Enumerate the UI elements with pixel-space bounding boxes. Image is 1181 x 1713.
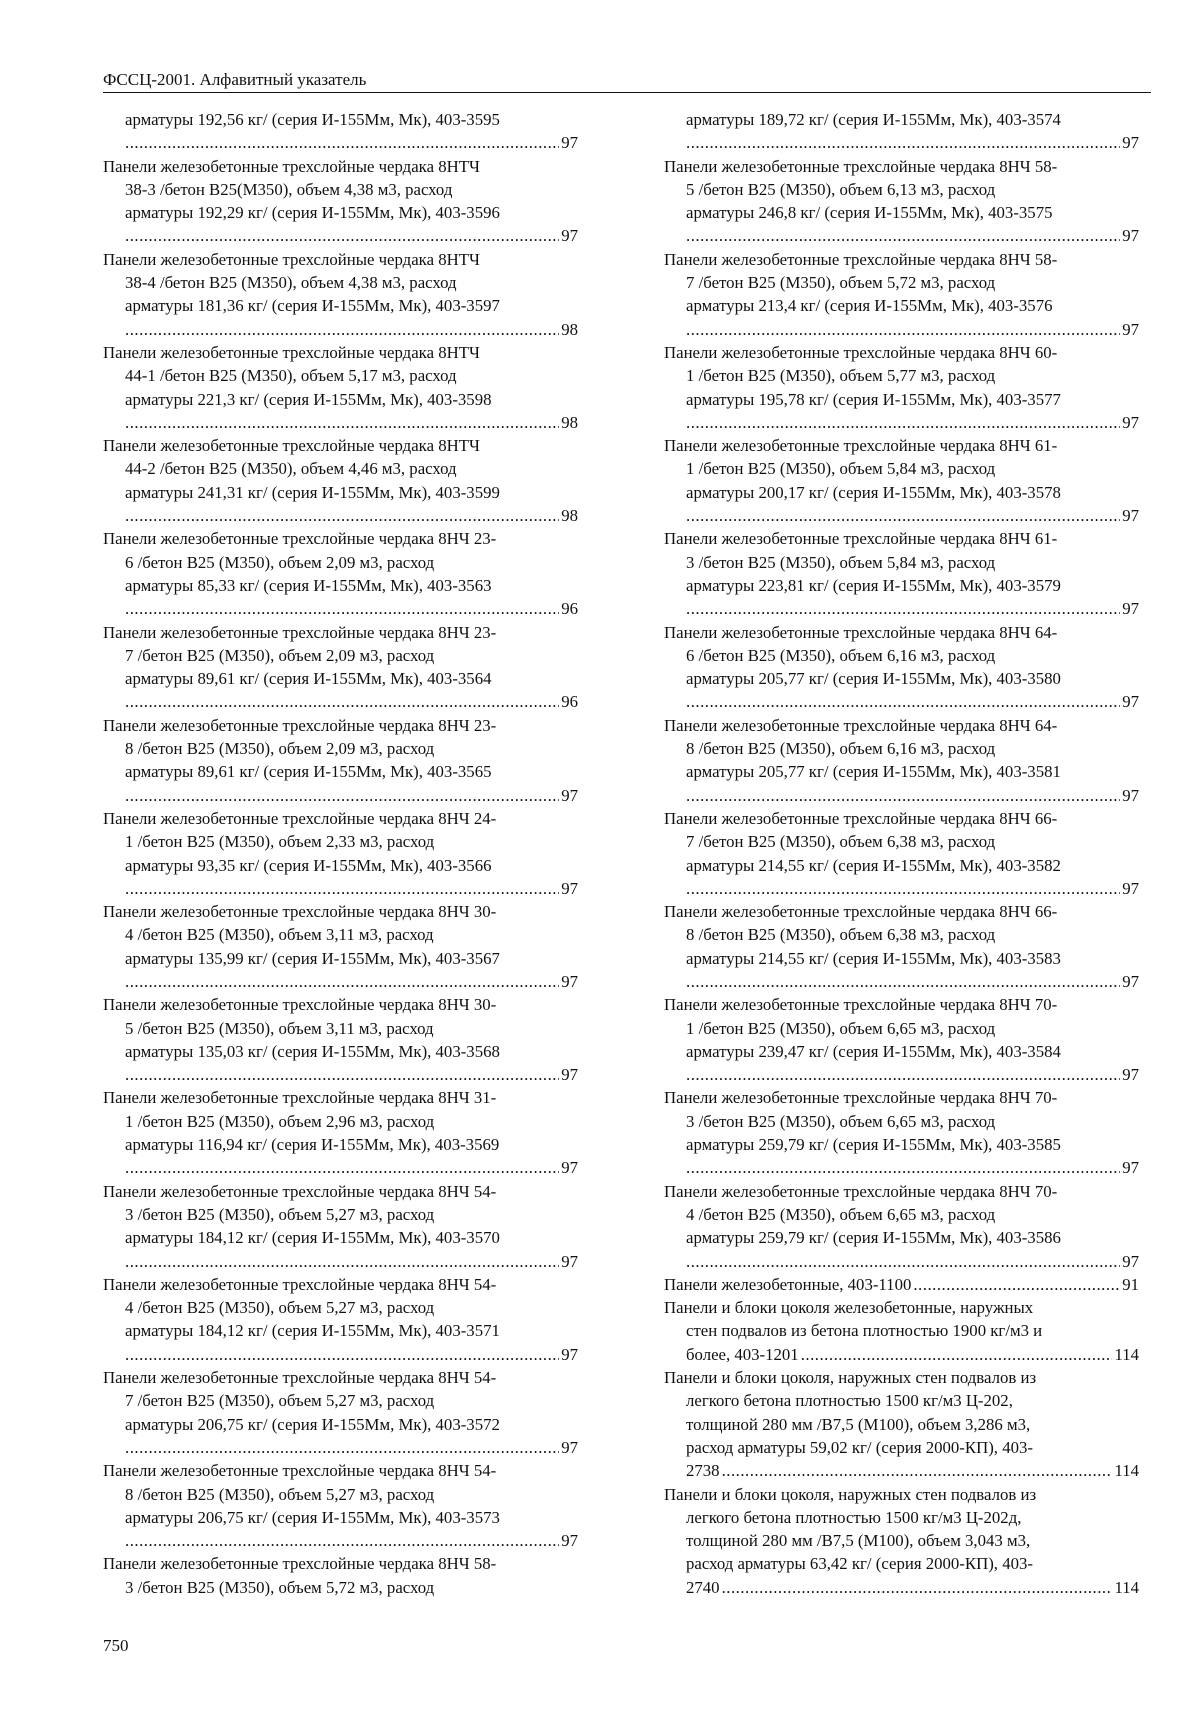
entry-text: арматуры 195,78 кг/ (серия И-155Мм, Мк), 403-3577	[686, 389, 1061, 409]
page-ref: 114	[1114, 1461, 1139, 1481]
leader-dots	[125, 1436, 559, 1459]
page-ref: 97	[1122, 133, 1139, 153]
entry-text: 1 /бетон В25 (М350), объем 2,33 м3, расход	[125, 832, 435, 852]
leader-line	[103, 224, 578, 247]
page-number: 750	[103, 1636, 129, 1655]
leader-dots	[125, 970, 559, 993]
entry-text: 44-1 /бетон В25 (М350), объем 5,17 м3, расход	[125, 366, 457, 386]
entry-text: 38-3 /бетон В25(М350), объем 4,38 м3, расход	[125, 179, 453, 199]
index-entry	[103, 714, 578, 807]
index-entry	[103, 993, 578, 1086]
page-ref: 97	[1122, 226, 1139, 246]
entry-text: Панели железобетонные трехслойные чердака 8НЧ 66-	[664, 808, 1058, 828]
page-ref: 97	[1122, 692, 1139, 712]
entry-text: 4 /бетон В25 (М350), объем 6,65 м3, расход	[686, 1204, 996, 1224]
leader-line	[664, 1250, 1139, 1273]
entry-text: 1 /бетон В25 (М350), объем 5,77 м3, расход	[686, 366, 996, 386]
leader-line	[103, 1343, 578, 1366]
entry-text: толщиной 280 мм /В7,5 (М100), объем 3,043 м3,	[686, 1531, 1031, 1551]
leader-dots	[801, 1343, 1113, 1366]
entry-text: Панели железобетонные трехслойные чердака 8НЧ 24-	[103, 808, 497, 828]
entry-text: арматуры 189,72 кг/ (серия И-155Мм, Мк), 403-3574	[686, 110, 1061, 129]
entry-text: арматуры 246,8 кг/ (серия И-155Мм, Мк), 403-3575	[686, 203, 1053, 223]
leader-dots	[686, 411, 1120, 434]
entry-text: арматуры 85,33 кг/ (серия И-155Мм, Мк), 403-3563	[125, 575, 492, 595]
leader-line	[664, 1156, 1139, 1179]
entry-text: арматуры 213,4 кг/ (серия И-155Мм, Мк), 403-3576	[686, 296, 1053, 316]
page-ref: 97	[561, 878, 578, 898]
page-ref: 114	[1114, 1577, 1139, 1597]
leader-dots	[686, 1250, 1120, 1273]
index-entry	[664, 341, 1139, 434]
page-ref: 97	[561, 1344, 578, 1364]
leader-line	[103, 970, 578, 993]
leader-dots	[125, 877, 559, 900]
index-entry	[664, 1086, 1139, 1179]
leader-dots	[686, 131, 1120, 154]
leader-dots	[125, 1529, 559, 1552]
index-entry	[103, 900, 578, 993]
leader-line	[103, 1250, 578, 1273]
entry-text: Панели железобетонные трехслойные чердака 8НЧ 23-	[103, 622, 497, 642]
entry-text: 8 /бетон В25 (М350), объем 6,16 м3, расход	[686, 739, 996, 759]
leader-dots	[686, 690, 1120, 713]
leader-line	[103, 690, 578, 713]
entry-text: Панели железобетонные трехслойные чердака 8НТЧ	[103, 249, 480, 269]
entry-line-with-page	[664, 1273, 1139, 1296]
entry-text: Панели железобетонные трехслойные чердака 8НЧ 54-	[103, 1181, 497, 1201]
entry-text: 3 /бетон В25 (М350), объем 5,27 м3, расход	[125, 1204, 435, 1224]
entry-text: Панели железобетонные трехслойные чердака 8НТЧ	[103, 436, 480, 456]
entry-text: Панели железобетонные трехслойные чердака 8НЧ 54-	[103, 1461, 497, 1481]
index-entry	[664, 1180, 1139, 1273]
index-entry	[103, 527, 578, 620]
entry-line-with-page	[664, 1343, 1139, 1366]
page-ref: 98	[561, 319, 578, 339]
leader-dots	[722, 1576, 1113, 1599]
page-ref: 97	[561, 971, 578, 991]
entry-text: стен подвалов из бетона плотностью 1900 кг/м3 и	[686, 1321, 1043, 1341]
page-ref: 97	[1122, 971, 1139, 991]
leader-dots	[686, 1063, 1120, 1086]
entry-text: 1 /бетон В25 (М350), объем 6,65 м3, расход	[686, 1018, 996, 1038]
entry-text: 1 /бетон В25 (М350), объем 2,96 м3, расход	[125, 1111, 435, 1131]
leader-line	[664, 131, 1139, 154]
index-entry	[664, 1296, 1139, 1366]
leader-line	[664, 318, 1139, 341]
entry-text: арматуры 192,29 кг/ (серия И-155Мм, Мк), 403-3596	[125, 203, 500, 223]
entry-text: Панели железобетонные трехслойные чердака 8НЧ 70-	[664, 1088, 1058, 1108]
entry-text: арматуры 135,03 кг/ (серия И-155Мм, Мк), 403-3568	[125, 1041, 500, 1061]
leader-line	[103, 131, 578, 154]
entry-text: арматуры 89,61 кг/ (серия И-155Мм, Мк), 403-3565	[125, 762, 492, 782]
page-ref: 97	[1122, 506, 1139, 526]
leader-line	[103, 877, 578, 900]
leader-line	[664, 224, 1139, 247]
page-ref: 96	[561, 599, 578, 619]
entry-text: арматуры 205,77 кг/ (серия И-155Мм, Мк), 403-3580	[686, 669, 1061, 689]
entry-text: арматуры 89,61 кг/ (серия И-155Мм, Мк), 403-3564	[125, 669, 492, 689]
leader-line	[664, 877, 1139, 900]
entry-text: 8 /бетон В25 (М350), объем 2,09 м3, расход	[125, 739, 435, 759]
page-ref: 97	[561, 1531, 578, 1551]
leader-dots	[686, 1156, 1120, 1179]
index-entry	[664, 714, 1139, 807]
entry-text: 5 /бетон В25 (М350), объем 3,11 м3, расход	[125, 1018, 434, 1038]
page-ref: 98	[561, 412, 578, 432]
entry-text: арматуры 241,31 кг/ (серия И-155Мм, Мк), 403-3599	[125, 482, 500, 502]
entry-text: арматуры 116,94 кг/ (серия И-155Мм, Мк), 403-3569	[125, 1135, 500, 1155]
page-ref: 97	[561, 1158, 578, 1178]
index-entry	[664, 807, 1139, 900]
page-ref: 97	[561, 226, 578, 246]
index-entry	[103, 248, 578, 341]
index-entry	[103, 1459, 578, 1552]
leader-dots	[686, 597, 1120, 620]
page-ref: 97	[1122, 319, 1139, 339]
page-ref: 97	[561, 785, 578, 805]
entry-text: Панели железобетонные трехслойные чердака 8НЧ 70-	[664, 1181, 1058, 1201]
entry-text: 2740	[686, 1577, 720, 1597]
leader-dots	[686, 970, 1120, 993]
entry-text: легкого бетона плотностью 1500 кг/м3 Ц-202,	[686, 1391, 1013, 1411]
entry-text: Панели железобетонные трехслойные чердака 8НЧ 70-	[664, 995, 1058, 1015]
leader-line	[103, 504, 578, 527]
entry-text: арматуры 214,55 кг/ (серия И-155Мм, Мк), 403-3582	[686, 855, 1061, 875]
entry-text: арматуры 200,17 кг/ (серия И-155Мм, Мк), 403-3578	[686, 482, 1061, 502]
index-entry	[664, 434, 1139, 527]
entry-text: 7 /бетон В25 (М350), объем 5,27 м3, расход	[125, 1391, 435, 1411]
entry-text: более, 403-1201	[686, 1344, 799, 1364]
entry-text: 3 /бетон В25 (М350), объем 5,72 м3, расход	[125, 1577, 435, 1597]
entry-text: Панели железобетонные, 403-1100	[664, 1274, 912, 1294]
index-entry	[103, 1273, 578, 1366]
leader-line	[664, 411, 1139, 434]
leader-dots	[125, 411, 559, 434]
page-ref: 97	[1122, 1158, 1139, 1178]
entry-text: 6 /бетон В25 (М350), объем 6,16 м3, расход	[686, 645, 996, 665]
index-entry	[664, 248, 1139, 341]
entry-text: Панели железобетонные трехслойные чердака 8НТЧ	[103, 156, 480, 176]
entry-text: Панели железобетонные трехслойные чердака 8НЧ 60-	[664, 342, 1058, 362]
entry-text: легкого бетона плотностью 1500 кг/м3 Ц-202д,	[686, 1507, 1022, 1527]
leader-dots	[722, 1459, 1113, 1482]
entry-text: арматуры 221,3 кг/ (серия И-155Мм, Мк), 403-3598	[125, 389, 492, 409]
entry-text: расход арматуры 59,02 кг/ (серия 2000-КП), 403-	[686, 1437, 1033, 1457]
entry-text: 7 /бетон В25 (М350), объем 6,38 м3, расход	[686, 832, 996, 852]
leader-line	[103, 1156, 578, 1179]
entry-line-with-page	[664, 1459, 1139, 1482]
entry-text: толщиной 280 мм /В7,5 (М100), объем 3,286 м3,	[686, 1414, 1031, 1434]
leader-dots	[125, 318, 559, 341]
page-ref: 97	[561, 1065, 578, 1085]
entry-text: арматуры 93,35 кг/ (серия И-155Мм, Мк), 403-3566	[125, 855, 492, 875]
leader-dots	[125, 597, 559, 620]
entry-line-with-page	[664, 1576, 1139, 1599]
page-ref: 97	[1122, 785, 1139, 805]
entry-text: 5 /бетон В25 (М350), объем 6,13 м3, расход	[686, 179, 996, 199]
entry-text: 8 /бетон В25 (М350), объем 5,27 м3, расход	[125, 1484, 435, 1504]
page-ref: 96	[561, 692, 578, 712]
leader-dots	[686, 318, 1120, 341]
leader-dots	[125, 690, 559, 713]
entry-text: арматуры 184,12 кг/ (серия И-155Мм, Мк), 403-3571	[125, 1321, 500, 1341]
entry-text: Панели и блоки цоколя, наружных стен подвалов из	[664, 1368, 1037, 1388]
entry-text: арматуры 259,79 кг/ (серия И-155Мм, Мк), 403-3586	[686, 1228, 1061, 1248]
index-entry	[103, 1552, 578, 1599]
index-entry	[664, 1273, 1139, 1296]
entry-text: расход арматуры 63,42 кг/ (серия 2000-КП), 403-	[686, 1554, 1033, 1574]
leader-dots	[125, 131, 559, 154]
index-entry	[664, 900, 1139, 993]
entry-text: Панели железобетонные трехслойные чердака 8НЧ 54-	[103, 1274, 497, 1294]
page-ref: 114	[1114, 1344, 1139, 1364]
index-entry	[103, 1180, 578, 1273]
index-entry	[103, 108, 578, 155]
page-header: ФССЦ-2001. Алфавитный указатель	[103, 70, 1151, 93]
leader-line	[664, 784, 1139, 807]
page-ref: 97	[561, 133, 578, 153]
entry-text: арматуры 239,47 кг/ (серия И-155Мм, Мк), 403-3584	[686, 1041, 1061, 1061]
leader-dots	[913, 1273, 1120, 1296]
page-ref: 97	[561, 1251, 578, 1271]
entry-text: Панели железобетонные трехслойные чердака 8НЧ 54-	[103, 1368, 497, 1388]
index-entry	[664, 621, 1139, 714]
entry-text: Панели железобетонные трехслойные чердака 8НЧ 23-	[103, 529, 497, 549]
entry-text: 44-2 /бетон В25 (М350), объем 4,46 м3, расход	[125, 459, 457, 479]
leader-line	[103, 1063, 578, 1086]
index-entry	[664, 993, 1139, 1086]
entry-text: Панели и блоки цоколя, наружных стен подвалов из	[664, 1484, 1037, 1504]
leader-line	[103, 1436, 578, 1459]
leader-dots	[125, 1063, 559, 1086]
entry-text: 3 /бетон В25 (М350), объем 6,65 м3, расход	[686, 1111, 996, 1131]
leader-dots	[125, 784, 559, 807]
leader-line	[664, 970, 1139, 993]
entry-text: 2738	[686, 1461, 720, 1481]
leader-line	[103, 1529, 578, 1552]
leader-dots	[686, 504, 1120, 527]
leader-line	[664, 1063, 1139, 1086]
index-entry	[103, 155, 578, 248]
entry-text: Панели железобетонные трехслойные чердака 8НЧ 58-	[664, 249, 1058, 269]
entry-text: Панели железобетонные трехслойные чердака 8НЧ 58-	[664, 156, 1058, 176]
entry-text: Панели железобетонные трехслойные чердака 8НЧ 61-	[664, 529, 1058, 549]
leader-dots	[125, 504, 559, 527]
leader-line	[103, 411, 578, 434]
page-ref: 97	[1122, 1251, 1139, 1271]
entry-text: Панели железобетонные трехслойные чердака 8НЧ 30-	[103, 995, 497, 1015]
index-column-right	[664, 108, 1139, 1599]
leader-line	[103, 318, 578, 341]
entry-text: Панели железобетонные трехслойные чердака 8НЧ 30-	[103, 902, 497, 922]
index-entry	[103, 434, 578, 527]
index-entry	[103, 621, 578, 714]
entry-text: арматуры 259,79 кг/ (серия И-155Мм, Мк), 403-3585	[686, 1135, 1061, 1155]
leader-line	[664, 690, 1139, 713]
entry-text: Панели железобетонные трехслойные чердака 8НЧ 23-	[103, 715, 497, 735]
page-ref: 97	[1122, 1065, 1139, 1085]
index-entry	[103, 1366, 578, 1459]
page-ref: 97	[561, 1437, 578, 1457]
index-entry	[103, 1086, 578, 1179]
leader-dots	[125, 1343, 559, 1366]
entry-text: арматуры 206,75 кг/ (серия И-155Мм, Мк), 403-3573	[125, 1507, 500, 1527]
leader-dots	[686, 784, 1120, 807]
leader-dots	[125, 224, 559, 247]
entry-text: арматуры 223,81 кг/ (серия И-155Мм, Мк), 403-3579	[686, 575, 1061, 595]
page-ref: 97	[1122, 599, 1139, 619]
entry-text: Панели железобетонные трехслойные чердака 8НЧ 64-	[664, 715, 1058, 735]
entry-text: Панели железобетонные трехслойные чердака 8НЧ 31-	[103, 1088, 497, 1108]
entry-text: 6 /бетон В25 (М350), объем 2,09 м3, расход	[125, 552, 435, 572]
page-ref: 97	[1122, 878, 1139, 898]
entry-text: Панели железобетонные трехслойные чердака 8НТЧ	[103, 342, 480, 362]
entry-text: арматуры 192,56 кг/ (серия И-155Мм, Мк), 403-3595	[125, 110, 500, 129]
entry-text: Панели железобетонные трехслойные чердака 8НЧ 64-	[664, 622, 1058, 642]
page-ref: 98	[561, 506, 578, 526]
page-ref: 91	[1122, 1274, 1139, 1294]
entry-text: арматуры 214,55 кг/ (серия И-155Мм, Мк), 403-3583	[686, 948, 1061, 968]
index-entry	[664, 155, 1139, 248]
leader-dots	[125, 1156, 559, 1179]
leader-line	[103, 597, 578, 620]
index-entry	[664, 1483, 1139, 1599]
entry-text: 8 /бетон В25 (М350), объем 6,38 м3, расход	[686, 925, 996, 945]
entry-text: арматуры 206,75 кг/ (серия И-155Мм, Мк), 403-3572	[125, 1414, 500, 1434]
leader-line	[664, 597, 1139, 620]
leader-line	[664, 504, 1139, 527]
entry-text: Панели железобетонные трехслойные чердака 8НЧ 58-	[103, 1554, 497, 1574]
entry-text: арматуры 181,36 кг/ (серия И-155Мм, Мк), 403-3597	[125, 296, 500, 316]
entry-text: Панели и блоки цоколя железобетонные, наружных	[664, 1298, 1034, 1318]
entry-text: Панели железобетонные трехслойные чердака 8НЧ 66-	[664, 902, 1058, 922]
entry-text: арматуры 135,99 кг/ (серия И-155Мм, Мк), 403-3567	[125, 948, 500, 968]
entry-text: 38-4 /бетон В25 (М350), объем 4,38 м3, расход	[125, 273, 457, 293]
leader-dots	[125, 1250, 559, 1273]
entry-text: 7 /бетон В25 (М350), объем 2,09 м3, расход	[125, 645, 435, 665]
entry-text: 3 /бетон В25 (М350), объем 5,84 м3, расход	[686, 552, 996, 572]
index-entry	[664, 527, 1139, 620]
index-entry	[103, 807, 578, 900]
entry-text: 7 /бетон В25 (М350), объем 5,72 м3, расход	[686, 273, 996, 293]
index-entry	[664, 108, 1139, 155]
entry-text: Панели железобетонные трехслойные чердака 8НЧ 61-	[664, 436, 1058, 456]
index-entry	[103, 341, 578, 434]
leader-dots	[686, 224, 1120, 247]
page-ref: 97	[1122, 412, 1139, 432]
index-column-left	[103, 108, 578, 1599]
entry-text: 4 /бетон В25 (М350), объем 5,27 м3, расход	[125, 1298, 435, 1318]
entry-text: арматуры 184,12 кг/ (серия И-155Мм, Мк), 403-3570	[125, 1228, 500, 1248]
entry-text: 4 /бетон В25 (М350), объем 3,11 м3, расход	[125, 925, 434, 945]
entry-text: 1 /бетон В25 (М350), объем 5,84 м3, расход	[686, 459, 996, 479]
leader-dots	[686, 877, 1120, 900]
index-entry	[664, 1366, 1139, 1482]
entry-text: арматуры 205,77 кг/ (серия И-155Мм, Мк), 403-3581	[686, 762, 1061, 782]
leader-line	[103, 784, 578, 807]
